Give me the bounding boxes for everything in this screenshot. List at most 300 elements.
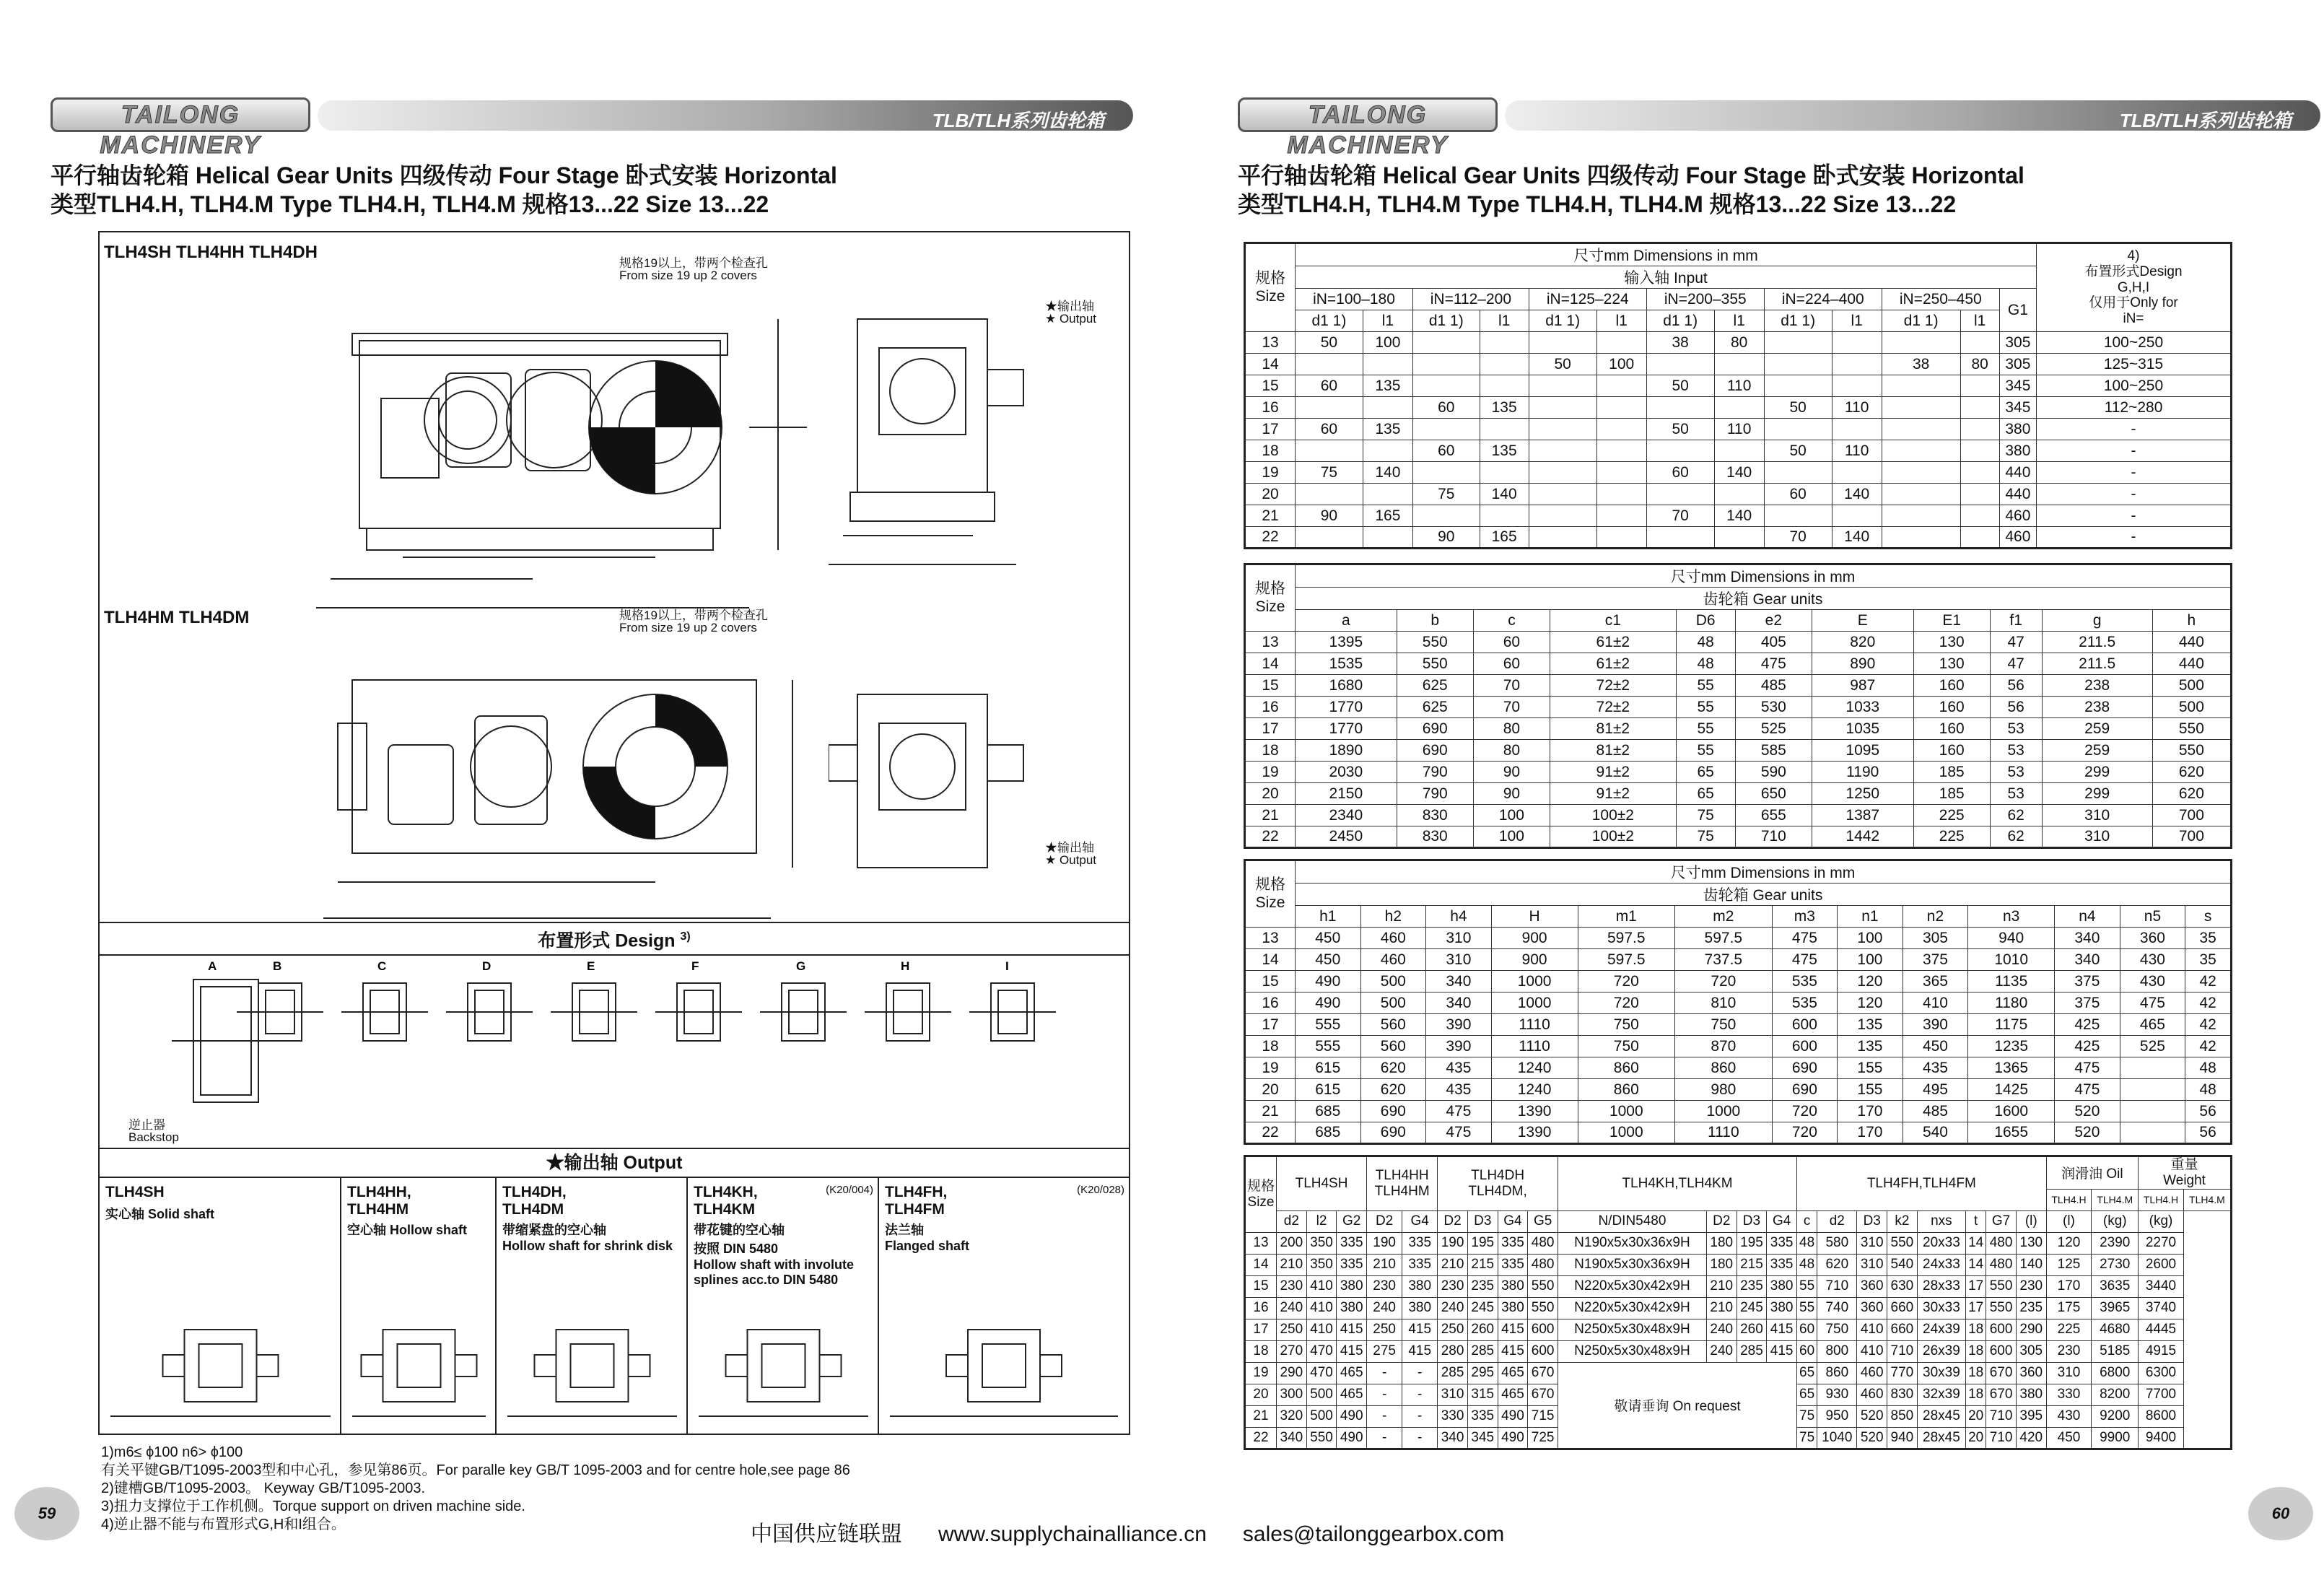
table-cell: 24x39	[1917, 1319, 1965, 1340]
size-header: 规格 Size	[1245, 564, 1296, 632]
table-cell: 140	[1363, 462, 1412, 484]
design-letter-h: H	[901, 959, 910, 973]
footer-email[interactable]: sales@tailonggearbox.com	[1242, 1522, 1505, 1546]
table-cell: 60	[1473, 653, 1550, 675]
table-cell: 280	[1438, 1340, 1468, 1362]
table-cell: 3635	[2092, 1275, 2139, 1297]
table-cell: 130	[1913, 653, 1990, 675]
table-cell: 690	[1397, 740, 1473, 762]
column-header: e2	[1735, 610, 1812, 632]
table-cell: 490	[1498, 1405, 1528, 1427]
table-cell: 597.5	[1578, 949, 1675, 971]
table-cell: 380	[2016, 1384, 2046, 1405]
design-letter-c: C	[377, 959, 387, 973]
table-cell: 22	[1245, 1427, 1277, 1449]
table-cell: 1442	[1812, 826, 1913, 848]
output-column	[497, 1178, 688, 1435]
series-bar-right	[1505, 100, 2320, 131]
table-row	[1245, 419, 2232, 440]
table-cell: 700	[2152, 826, 2231, 848]
table-cell: 485	[1735, 675, 1812, 697]
table-cell: 56	[2185, 1101, 2232, 1122]
table-cell	[1832, 375, 1882, 397]
table-cell: 270	[1277, 1340, 1307, 1362]
table-cell: N250x5x30x48x9H	[1558, 1319, 1706, 1340]
diagram-1-side-view	[829, 276, 1045, 615]
table-cell: 750	[1675, 1014, 1773, 1036]
table-cell	[2120, 1101, 2185, 1122]
table-cell: 410	[1903, 992, 1968, 1014]
table-cell: 165	[1363, 505, 1412, 527]
table-cell: 685	[1296, 1101, 1361, 1122]
table-cell	[1480, 332, 1529, 354]
table-row	[1245, 884, 2232, 906]
table-cell	[1529, 332, 1596, 354]
output-col-desc: 法兰轴 Flanged shaft	[885, 1223, 970, 1253]
table-cell: 80	[1960, 354, 1999, 375]
table-cell: 20	[1245, 1384, 1277, 1405]
table-cell: 485	[1903, 1101, 1968, 1122]
column-header: d2	[1817, 1210, 1857, 1232]
column-header: g	[2042, 610, 2152, 632]
table-cell	[1960, 419, 1999, 440]
output-shaft-table	[1244, 1155, 2232, 1450]
table-cell: 475	[2055, 1057, 2120, 1079]
table-row	[1245, 397, 2232, 419]
table-cell	[1882, 332, 1960, 354]
column-header: G2	[1337, 1210, 1367, 1232]
table-cell: 9900	[2092, 1427, 2139, 1449]
table-row	[1245, 928, 2232, 949]
table-cell: 335	[1498, 1254, 1528, 1275]
table-cell: 80	[1473, 740, 1550, 762]
table-cell	[1882, 440, 1960, 462]
table-cell	[1480, 462, 1529, 484]
table-row	[1245, 1275, 2232, 1297]
table-cell: 50	[1296, 332, 1363, 354]
table-cell: 110	[1832, 440, 1882, 462]
output-col-desc: 带缩紧盘的空心轴 Hollow shaft for shrink disk	[502, 1223, 673, 1253]
table-row	[1245, 610, 2232, 632]
table-cell: 225	[1913, 805, 1990, 826]
table-cell: 4915	[2139, 1340, 2184, 1362]
table-cell: 190	[1367, 1232, 1402, 1254]
title-line-2: 类型TLH4.H, TLH4.M Type TLH4.H, TLH4.M 规格13...22 Size 13...22	[51, 191, 769, 217]
table-cell: 460	[1857, 1362, 1887, 1384]
table-cell: 490	[1337, 1405, 1367, 1427]
table-cell	[1832, 354, 1882, 375]
table-cell: 465	[1337, 1362, 1367, 1384]
table-cell: 1365	[1968, 1057, 2055, 1079]
title-line-2-right: 类型TLH4.H, TLH4.M Type TLH4.H, TLH4.M 规格13...22 Size 13...22	[1238, 191, 1957, 217]
table-cell: 430	[2120, 971, 2185, 992]
design-sketch-h	[865, 983, 951, 1041]
table-cell	[1960, 505, 1999, 527]
table-cell: 930	[1817, 1384, 1857, 1405]
table-cell: 750	[1817, 1319, 1857, 1340]
table-cell: 112~280	[2037, 397, 2232, 419]
weight-header: 重量 Weight	[2139, 1156, 2232, 1190]
table-cell: 16	[1245, 992, 1296, 1014]
column-header: f1	[1990, 610, 2042, 632]
table-cell: -	[2037, 484, 2232, 505]
table-cell: 500	[1360, 971, 1426, 992]
output-col-desc: 带花键的空心轴 按照 DIN 5480 Hollow shaft with involute splines acc.to DIN 5480	[694, 1223, 854, 1287]
table-cell: 19	[1245, 762, 1296, 783]
table-cell: 19	[1245, 1362, 1277, 1384]
table-cell: 3740	[2139, 1297, 2184, 1319]
table-cell: 410	[1306, 1297, 1337, 1319]
table-cell: 415	[1498, 1340, 1528, 1362]
table-cell: 61±2	[1550, 653, 1677, 675]
table-cell: 550	[2152, 718, 2231, 740]
table-cell	[1296, 440, 1363, 462]
column-header: (l)	[2046, 1210, 2092, 1232]
sub-header: l1	[1714, 310, 1764, 332]
column-header: G4	[1402, 1210, 1438, 1232]
table-cell: 475	[1735, 653, 1812, 675]
table-cell	[1596, 440, 1646, 462]
table-cell: 500	[2152, 697, 2231, 718]
column-header: k2	[1887, 1210, 1918, 1232]
table-cell: 14	[1245, 949, 1296, 971]
table-cell: 500	[1306, 1405, 1337, 1427]
table-cell: 18	[1966, 1362, 1986, 1384]
table-cell	[1646, 484, 1714, 505]
table-cell: 135	[1480, 440, 1529, 462]
table-cell: 380	[1498, 1297, 1528, 1319]
table-cell: -	[2037, 440, 2232, 462]
table-cell: 230	[1277, 1275, 1307, 1297]
table-cell: 180	[1706, 1254, 1737, 1275]
group-header: TLH4DH TLH4DM,	[1438, 1156, 1558, 1211]
table-cell: 690	[1360, 1101, 1426, 1122]
table-cell: 450	[1296, 949, 1361, 971]
table-cell: 240	[1706, 1340, 1737, 1362]
table-cell	[1714, 527, 1764, 549]
footer-url[interactable]: www.supplychainalliance.cn	[938, 1522, 1207, 1546]
table-cell: 360	[1857, 1297, 1887, 1319]
table-cell: 380	[1402, 1297, 1438, 1319]
oil-subheader: TLH4.M	[2092, 1189, 2139, 1210]
table-cell: 200	[1277, 1232, 1307, 1254]
table-cell: 340	[1438, 1427, 1468, 1449]
diagram-2-output-cn: ★输出轴	[1045, 841, 1094, 855]
table-cell: 50	[1646, 419, 1714, 440]
table-cell: 290	[2016, 1319, 2046, 1340]
table-cell: 980	[1675, 1079, 1773, 1101]
table-cell	[1529, 397, 1596, 419]
table-cell: 9400	[2139, 1427, 2184, 1449]
table-cell: 737.5	[1675, 949, 1773, 971]
table-cell: 1890	[1296, 740, 1397, 762]
table-cell: 170	[1838, 1122, 1903, 1144]
table-cell: 19	[1245, 462, 1296, 484]
table-cell: 35	[2185, 949, 2232, 971]
table-cell: 420	[2016, 1427, 2046, 1449]
table-cell: 690	[1360, 1122, 1426, 1144]
table-cell	[1296, 354, 1363, 375]
footnote-line: 1)m6≤ ϕ100 n6> ϕ100	[101, 1444, 243, 1460]
table-cell: 720	[1578, 971, 1675, 992]
table-cell: 520	[1857, 1427, 1887, 1449]
table-cell: 415	[1767, 1319, 1797, 1340]
table-cell: 13	[1245, 1232, 1277, 1254]
table-cell: 450	[1296, 928, 1361, 949]
table-cell: 600	[1528, 1319, 1558, 1340]
table-cell: 550	[1528, 1297, 1558, 1319]
table-cell	[1363, 484, 1412, 505]
design-sup: 3)	[680, 930, 691, 943]
table-cell: 285	[1438, 1362, 1468, 1384]
table-cell: 225	[2046, 1319, 2092, 1340]
table-cell: 230	[2016, 1275, 2046, 1297]
table-row	[1245, 653, 2232, 675]
table-cell: 750	[1578, 1036, 1675, 1057]
design-letter-d: D	[482, 959, 492, 973]
table-cell: 140	[2016, 1254, 2046, 1275]
table-cell: 380	[1999, 419, 2036, 440]
table-cell: 42	[2185, 992, 2232, 1014]
table-row	[1245, 762, 2232, 783]
table-cell: 91±2	[1550, 762, 1677, 783]
table-cell: 14	[1245, 1254, 1277, 1275]
design-letter-a: A	[208, 959, 217, 973]
table-cell: 210	[1706, 1275, 1737, 1297]
table-cell: 140	[1480, 484, 1529, 505]
table-cell: 380	[1337, 1297, 1367, 1319]
group-header: TLH4HH TLH4HM	[1367, 1156, 1438, 1211]
table-cell: 625	[1397, 675, 1473, 697]
column-header: n4	[2055, 906, 2120, 928]
table-cell	[1529, 462, 1596, 484]
table-cell	[1413, 505, 1480, 527]
table-cell: 135	[1838, 1014, 1903, 1036]
table-row	[1245, 1101, 2232, 1122]
table-cell: 435	[1426, 1079, 1492, 1101]
table-cell: 1425	[1968, 1079, 2055, 1101]
table-cell: 125~315	[2037, 354, 2232, 375]
table-cell	[1413, 375, 1480, 397]
table-cell: 30x33	[1917, 1297, 1965, 1319]
table-cell: 17	[1245, 1319, 1277, 1340]
table-cell	[1480, 354, 1529, 375]
table-cell: 3965	[2092, 1297, 2139, 1319]
table-cell: 460	[1857, 1384, 1887, 1405]
table-cell: 390	[1426, 1014, 1492, 1036]
table-cell: 16	[1245, 697, 1296, 718]
table-cell: 550	[1887, 1232, 1918, 1254]
table-cell: 130	[2016, 1232, 2046, 1254]
column-header: D6	[1676, 610, 1735, 632]
ratio-range: iN=250–450	[1882, 289, 1999, 310]
table-cell: 460	[1999, 505, 2036, 527]
table-cell	[1480, 419, 1529, 440]
table-cell: 525	[2120, 1036, 2185, 1057]
table-cell: 210	[1277, 1254, 1307, 1275]
table-cell: 75	[1296, 462, 1363, 484]
table-cell: 91±2	[1550, 783, 1677, 805]
table-cell: 335	[1402, 1254, 1438, 1275]
table-cell: 305	[1999, 332, 2036, 354]
table-cell: 13	[1245, 928, 1296, 949]
table-cell	[1960, 462, 1999, 484]
table-cell: 530	[1735, 697, 1812, 718]
table-cell: 230	[1438, 1275, 1468, 1297]
table-cell: 480	[1528, 1254, 1558, 1275]
table-cell: 22	[1245, 826, 1296, 848]
table-cell: 700	[2152, 805, 2231, 826]
table-cell: N220x5x30x42x9H	[1558, 1275, 1706, 1297]
sub-header: d1 1)	[1646, 310, 1714, 332]
output-col-code: (K20/004)	[826, 1184, 873, 1196]
table-cell: 790	[1397, 783, 1473, 805]
table-cell: 480	[1986, 1254, 2017, 1275]
column-header: d2	[1277, 1210, 1307, 1232]
table-cell: 100±2	[1550, 826, 1677, 848]
table-row	[1245, 527, 2232, 549]
diagram-1-output-en: ★ Output	[1045, 312, 1096, 326]
sub-header: d1 1)	[1296, 310, 1363, 332]
table-cell: 360	[1857, 1275, 1887, 1297]
table-cell	[1363, 527, 1412, 549]
table-cell: 211.5	[2042, 632, 2152, 653]
column-header: l2	[1306, 1210, 1337, 1232]
table-cell: 830	[1887, 1384, 1918, 1405]
table-cell: 670	[1528, 1384, 1558, 1405]
table-cell: 350	[1306, 1232, 1337, 1254]
table-cell	[1596, 375, 1646, 397]
table-cell: 440	[1999, 484, 2036, 505]
design-sketch-d	[446, 983, 533, 1041]
sub-header: d1 1)	[1413, 310, 1480, 332]
table-cell	[1413, 332, 1480, 354]
table-cell	[1413, 462, 1480, 484]
table-cell	[1832, 462, 1882, 484]
table-cell: 155	[1838, 1057, 1903, 1079]
ratio-range: iN=224–400	[1764, 289, 1882, 310]
table-cell: 710	[1817, 1275, 1857, 1297]
table-cell	[1646, 397, 1714, 419]
design-sketch-e	[551, 983, 637, 1041]
table-cell: 550	[1397, 653, 1473, 675]
table-cell: 335	[1498, 1232, 1528, 1254]
table-cell: 2150	[1296, 783, 1397, 805]
table-cell: 1000	[1578, 1122, 1675, 1144]
table-cell: 870	[1675, 1036, 1773, 1057]
table-cell: 135	[1363, 419, 1412, 440]
table-row	[1245, 971, 2232, 992]
table-cell: 2390	[2092, 1232, 2139, 1254]
table-cell: 415	[1337, 1340, 1367, 1362]
table-cell: 720	[1578, 992, 1675, 1014]
table-cell: 550	[1397, 632, 1473, 653]
table-cell: -	[1402, 1362, 1438, 1384]
table-cell: 670	[1986, 1384, 2017, 1405]
table-cell: 50	[1529, 354, 1596, 375]
table-row	[1245, 1340, 2232, 1362]
table-cell: 450	[1903, 1036, 1968, 1057]
table-cell	[1832, 332, 1882, 354]
table-cell: 50	[1764, 440, 1832, 462]
column-header: m3	[1772, 906, 1838, 928]
table-cell: 28x45	[1917, 1427, 1965, 1449]
table-cell: 35	[2185, 928, 2232, 949]
footnote-line: 有关平键GB/T1095-2003型和中心孔，参见第86页。For paralle key GB/T 1095-2003 and for centre hole,see page 86	[101, 1462, 850, 1478]
backstop-label-en: Backstop	[128, 1130, 179, 1144]
table-cell: 395	[2016, 1405, 2046, 1427]
table-cell: 56	[1990, 697, 2042, 718]
table-cell: 310	[1426, 928, 1492, 949]
table-cell: 8600	[2139, 1405, 2184, 1427]
table-cell: 390	[1426, 1036, 1492, 1057]
design-sketch-g	[760, 983, 847, 1041]
footer	[751, 1516, 1504, 1548]
output-shaft-sketch	[500, 1315, 684, 1423]
table-cell: 55	[1676, 697, 1735, 718]
table-cell: 75	[1676, 826, 1735, 848]
table-cell: 80	[1714, 332, 1764, 354]
design-letter-g: G	[796, 959, 806, 973]
table-cell: 240	[1367, 1297, 1402, 1319]
series-bar	[318, 100, 1133, 131]
footer-cn: 中国供应链联盟	[751, 1522, 902, 1546]
column-header: n2	[1903, 906, 1968, 928]
table-cell: 21	[1245, 1101, 1296, 1122]
table-cell: 48	[2185, 1079, 2232, 1101]
table-cell: 720	[1772, 1101, 1838, 1122]
table-cell: 480	[1528, 1232, 1558, 1254]
table-cell: 15	[1245, 1275, 1277, 1297]
table-cell: 120	[1838, 971, 1903, 992]
table-cell: 690	[1772, 1057, 1838, 1079]
table-cell	[1764, 419, 1832, 440]
column-header: nxs	[1917, 1210, 1965, 1232]
table-cell: 410	[1306, 1319, 1337, 1340]
table-cell: 5185	[2092, 1340, 2139, 1362]
table-cell: 18	[1966, 1319, 1986, 1340]
table-cell: 710	[1986, 1427, 2017, 1449]
table-cell: 17	[1245, 419, 1296, 440]
table-cell: 300	[1277, 1384, 1307, 1405]
table-cell: 90	[1296, 505, 1363, 527]
table-cell: 100	[1838, 928, 1903, 949]
table-cell: 56	[2185, 1122, 2232, 1144]
table-cell	[2120, 1079, 2185, 1101]
diagram-1-note: 规格19以上，带两个检查孔	[619, 256, 768, 270]
output-title-bar: ★输出轴 Output	[100, 1148, 1129, 1178]
table-cell: 260	[1737, 1319, 1767, 1340]
table-cell: 360	[2016, 1362, 2046, 1384]
table-row	[1245, 1210, 2232, 1232]
table-cell: 340	[2055, 928, 2120, 949]
diagram-2-label: TLH4HM TLH4DM	[104, 608, 250, 627]
table-cell: 330	[2046, 1384, 2092, 1405]
table-cell: 65	[1676, 762, 1735, 783]
table-cell	[1832, 419, 1882, 440]
design-letter-b: B	[273, 959, 282, 973]
table-cell	[1960, 375, 1999, 397]
table-cell: 1110	[1491, 1036, 1578, 1057]
table-cell	[1882, 397, 1960, 419]
table-cell: 6800	[2092, 1362, 2139, 1384]
table-cell: 475	[2120, 992, 2185, 1014]
table-cell: 375	[2055, 971, 2120, 992]
sub-header: l1	[1480, 310, 1529, 332]
table-cell	[1882, 527, 1960, 549]
table-row	[1245, 1014, 2232, 1036]
table-cell: 560	[1360, 1014, 1426, 1036]
